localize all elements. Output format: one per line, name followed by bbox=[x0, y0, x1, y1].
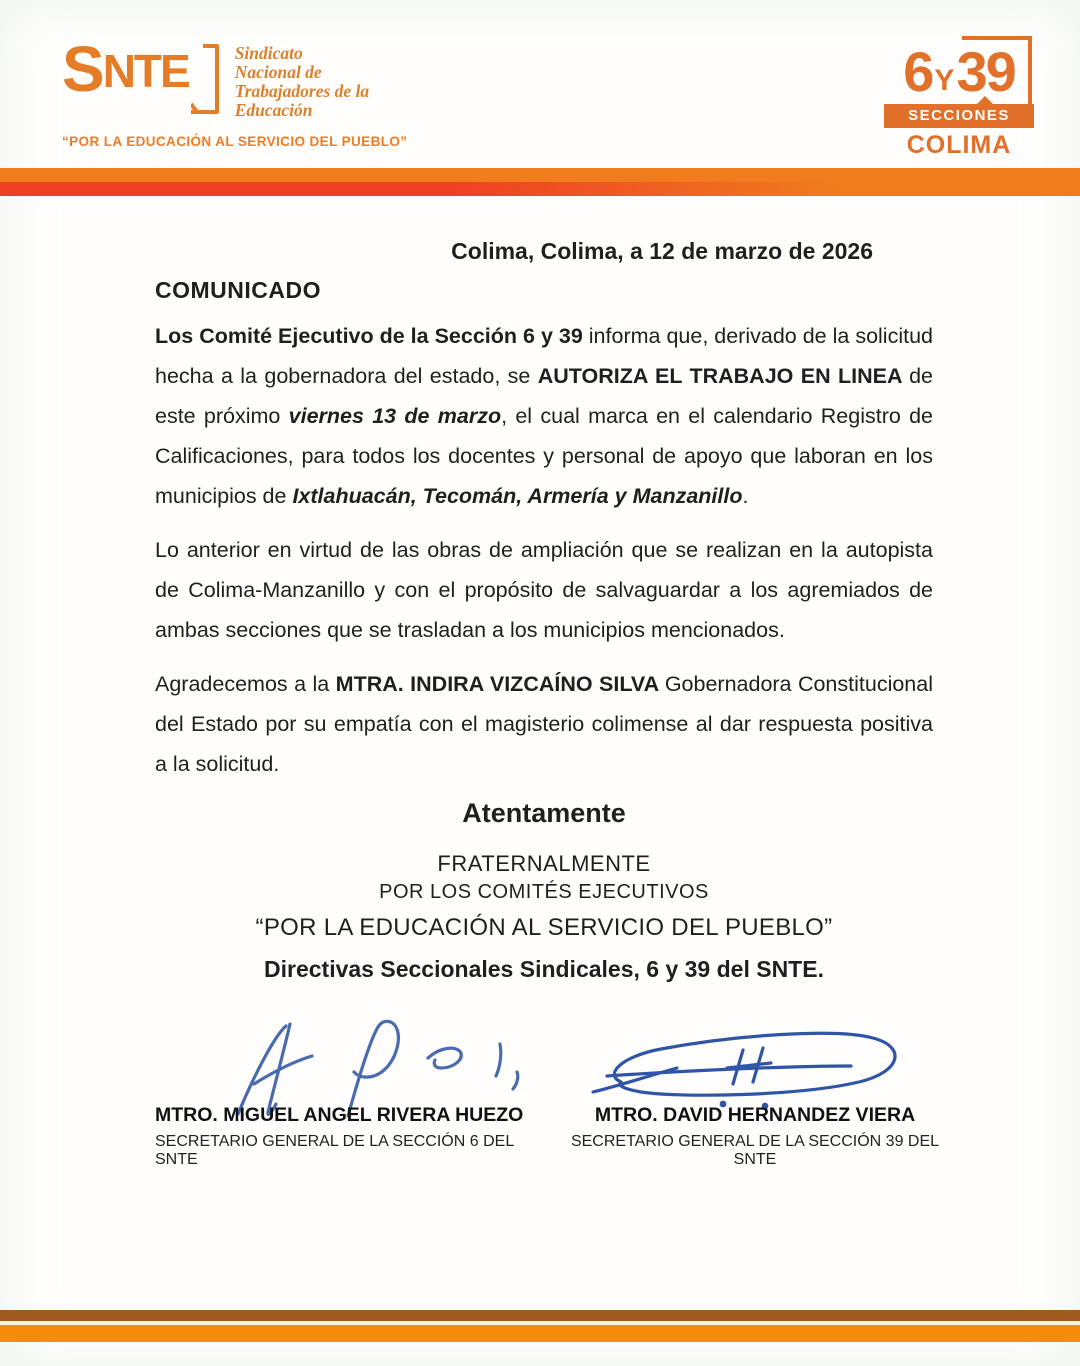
p3-seg-bold: MTRA. INDIRA VIZCAÍNO SILVA bbox=[335, 672, 665, 696]
directivas-line: Directivas Seccionales Sindicales, 6 y 39 del SNTE. bbox=[264, 956, 824, 982]
org-name-line: Educación bbox=[234, 100, 313, 120]
header-divider-bar bbox=[0, 168, 1080, 196]
sections-6y39-logo bbox=[884, 36, 1034, 160]
p1-seg: informa que, derivado de la solicitud hecha a la gobernadora del estado, se bbox=[155, 324, 933, 388]
p3-seg: Agradecemos a la bbox=[155, 672, 336, 696]
secciones-band-notch bbox=[977, 96, 993, 104]
snte-logo-row bbox=[62, 33, 407, 120]
p1-seg: de este próximo bbox=[155, 364, 933, 428]
signature-block-seccion-6 bbox=[140, 1018, 540, 1169]
p1-seg: . bbox=[742, 484, 749, 508]
signer-name: MTRO. DAVID HERNANDEZ VIERA bbox=[594, 1104, 916, 1126]
p1-seg-bold-italic: viernes 13 de marzo bbox=[288, 404, 502, 428]
snte-wordmark-s: S bbox=[62, 33, 103, 105]
por-comites-line: POR LOS COMITÉS EJECUTIVOS bbox=[379, 881, 709, 903]
secciones-band bbox=[884, 104, 1034, 128]
signature-ink-left bbox=[170, 1018, 530, 1118]
signer-title: SECRETARIO GENERAL DE LA SECCIÓN 39 DEL SNTE bbox=[570, 1133, 940, 1168]
snte-slogan: “POR LA EDUCACIÓN AL SERVICIO DEL PUEBLO” bbox=[62, 134, 408, 149]
comunicado-heading: COMUNICADO bbox=[155, 277, 321, 303]
signer-name: MTRO. MIGUEL ANGEL RIVERA HUEZO bbox=[155, 1104, 524, 1126]
p1-seg: , el cual marca en el calendario Registro de Calificaciones, para todos los docentes y personal de apoyo que laboran en los municipios de bbox=[155, 404, 933, 508]
dateline: Colima, Colima, a 12 de marzo de 2026 bbox=[451, 238, 873, 264]
snte-wordmark-nte: NTE bbox=[102, 45, 189, 97]
snte-org-name bbox=[235, 44, 369, 120]
colima-label: COLIMA bbox=[906, 131, 1012, 159]
p3-seg: Gobernadora Constitucional del Estado por su empatía con el magisterio colimense al dar respuesta positiva a la solicitud. bbox=[155, 672, 933, 776]
paragraph-1 bbox=[155, 316, 933, 516]
signature-block-seccion-39 bbox=[555, 1022, 955, 1169]
fraternalmente-line: FRATERNALMENTE bbox=[437, 851, 651, 876]
closing-block bbox=[155, 798, 933, 983]
footer-bar-brown bbox=[0, 1310, 1080, 1321]
section-number-6: 6 bbox=[903, 40, 933, 103]
section-conjunction: Y bbox=[934, 64, 955, 97]
org-name-line: Nacional de bbox=[234, 62, 322, 82]
secciones-band-label: SECCIONES bbox=[908, 107, 1010, 124]
paragraph-3 bbox=[155, 664, 933, 784]
snte-logo bbox=[62, 33, 408, 149]
footer-divider-bars bbox=[0, 1310, 1080, 1342]
snte-wordmark bbox=[62, 33, 221, 118]
org-name-line: Trabajadores de la bbox=[234, 81, 370, 101]
snte-bracket-icon bbox=[191, 42, 221, 118]
p1-seg-bold-italic: Ixtlahuacán, Tecomán, Armería y Manzanillo bbox=[292, 484, 743, 508]
paragraph-2: Lo anterior en virtud de las obras de ampliación que se realizan en la autopista de Colima-Manzanillo y con el propósito de salvaguardar a los agremiados de ambas secciones que se trasladan a los municipios mencionados. bbox=[155, 538, 933, 642]
section-number-39: 39 bbox=[956, 40, 1015, 103]
footer-bar-orange bbox=[0, 1325, 1080, 1342]
letter-body bbox=[155, 238, 933, 983]
lema-line: “POR LA EDUCACIÓN AL SERVICIO DEL PUEBLO” bbox=[255, 914, 833, 941]
atentamente-line: Atentamente bbox=[462, 798, 626, 828]
p1-seg-bold: AUTORIZA EL TRABAJO EN LINEA bbox=[537, 364, 910, 388]
p1-seg-bold: Los Comité Ejecutivo de la Sección 6 y 39 bbox=[155, 324, 589, 348]
org-name-line: Sindicato bbox=[234, 43, 303, 63]
signer-title: SECRETARIO GENERAL DE LA SECCIÓN 6 DEL SNTE bbox=[155, 1133, 514, 1168]
